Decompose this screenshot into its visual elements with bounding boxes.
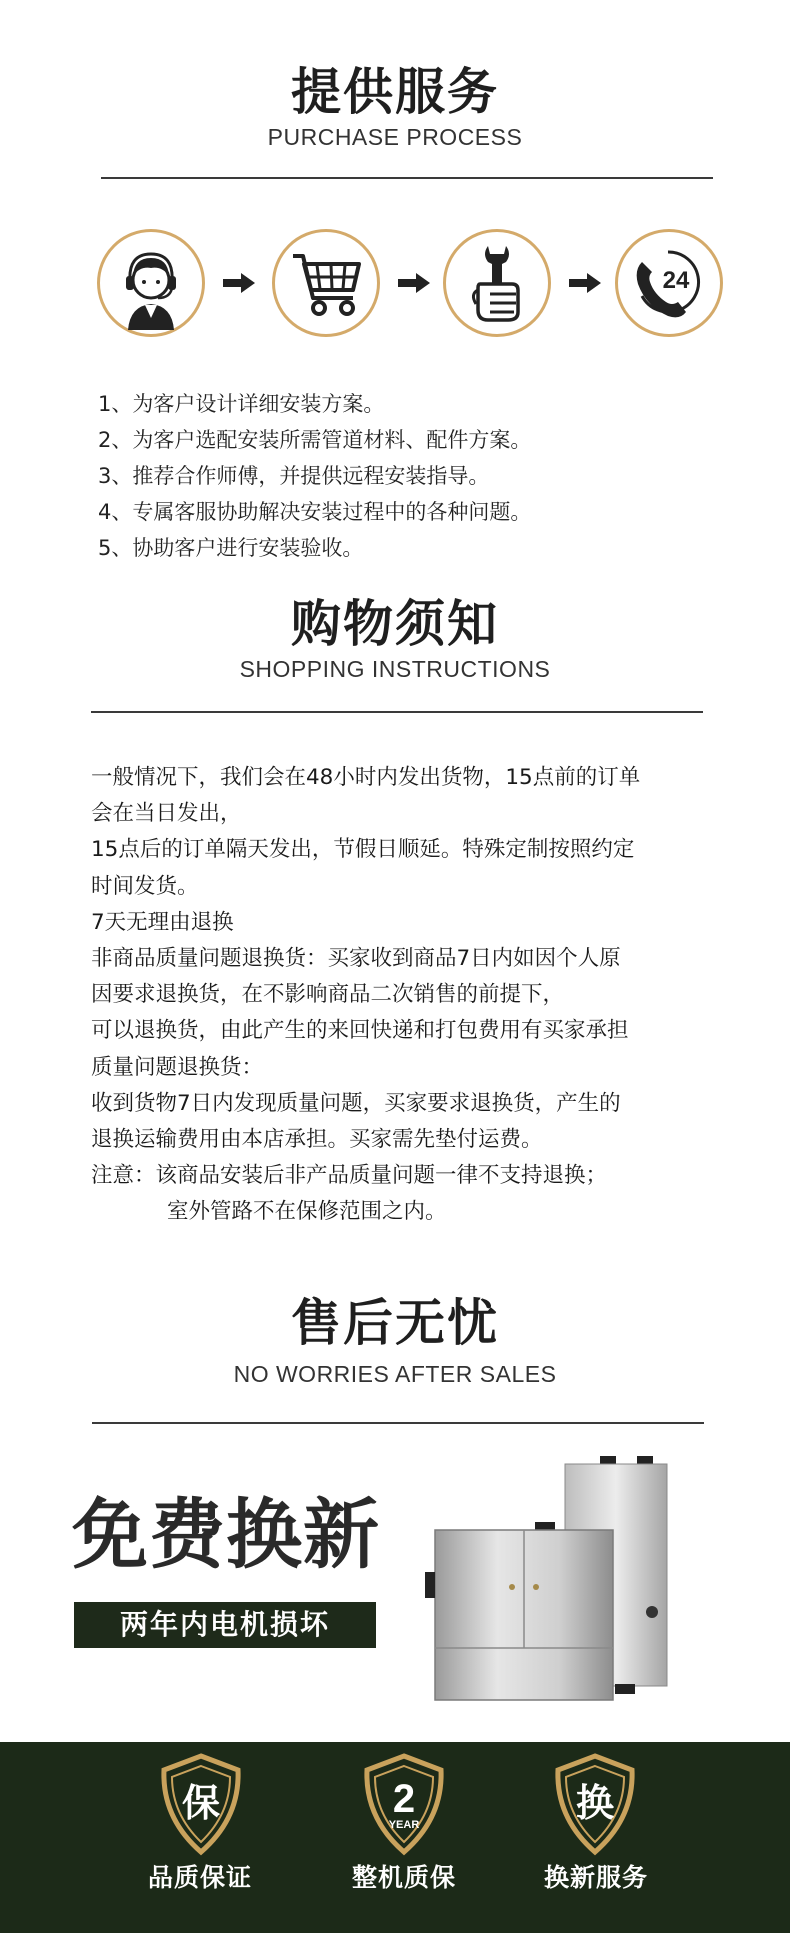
notice-line: 收到货物7日内发现质量问题，买家要求退换货，产生的 bbox=[91, 1090, 621, 1116]
badge-glyph: 保 bbox=[181, 1781, 221, 1825]
shopping-header bbox=[0, 594, 790, 684]
shopping-divider bbox=[91, 711, 703, 713]
notice-line: 注意：该商品安装后非产品质量问题一律不支持退换； bbox=[91, 1163, 608, 1189]
badge-label-quality: 品质保证 bbox=[147, 1863, 252, 1892]
notice-line: 会在当日发出， bbox=[91, 801, 242, 827]
list-item: 3、推荐合作师傅，并提供远程安装指导。 bbox=[98, 464, 490, 488]
service-header bbox=[0, 62, 790, 152]
badge-glyph: 换 bbox=[575, 1781, 615, 1825]
shopping-title: 购物须知 bbox=[291, 595, 499, 653]
badge-glyph: 2 bbox=[392, 1777, 416, 1821]
notice-line: 15点后的订单隔天发出，节假日顺延。特殊定制按照约定 bbox=[91, 837, 635, 863]
notice-line: 7天无理由退换 bbox=[91, 909, 234, 935]
aftersales-divider bbox=[92, 1422, 704, 1424]
aftersales-title: 售后无忧 bbox=[291, 1294, 499, 1352]
service-list bbox=[98, 386, 531, 566]
list-item: 1、为客户设计详细安装方案。 bbox=[98, 392, 385, 416]
list-item: 2、为客户选配安装所需管道材料、配件方案。 bbox=[98, 428, 532, 452]
shopping-subtitle: SHOPPING INSTRUCTIONS bbox=[239, 656, 551, 682]
shopping-notice bbox=[91, 760, 640, 1231]
exchange-shield-icon bbox=[552, 1752, 638, 1856]
phone-24h-icon bbox=[615, 229, 723, 337]
badge-label-exchange: 换新服务 bbox=[543, 1863, 648, 1892]
notice-line: 非商品质量问题退换货：买家收到商品7日内如因个人原 bbox=[91, 946, 621, 972]
aftersales-header bbox=[0, 1293, 790, 1389]
slogan-heading: 免费换新 bbox=[72, 1490, 380, 1579]
list-item: 5、协助客户进行安装验收。 bbox=[98, 536, 364, 560]
notice-line: 时间发货。 bbox=[91, 873, 199, 899]
service-divider bbox=[101, 177, 713, 179]
badge-label-warranty: 整机质保 bbox=[351, 1863, 456, 1892]
service-subtitle: PURCHASE PROCESS bbox=[267, 124, 523, 150]
notice-line: 因要求退换货，在不影响商品二次销售的前提下， bbox=[91, 982, 565, 1008]
arrow-right-icon bbox=[567, 271, 603, 295]
quality-shield-icon bbox=[158, 1752, 244, 1856]
svg-text:24: 24 bbox=[662, 267, 690, 294]
arrow-right-icon bbox=[221, 271, 257, 295]
list-item: 4、专属客服协助解决安装过程中的各种问题。 bbox=[98, 500, 532, 524]
aftersales-subtitle: NO WORRIES AFTER SALES bbox=[233, 1361, 557, 1387]
product-image bbox=[425, 1452, 675, 1704]
notice-line: 退换运输费用由本店承担。买家需先垫付运费。 bbox=[91, 1127, 543, 1153]
shopping-cart-icon bbox=[272, 229, 380, 337]
notice-line: 一般情况下，我们会在48小时内发出货物，15点前的订单 bbox=[91, 765, 641, 790]
service-title: 提供服务 bbox=[291, 63, 499, 121]
arrow-right-icon bbox=[396, 271, 432, 295]
notice-line: 可以退换货，由此产生的来回快递和打包费用有买家承担 bbox=[91, 1018, 629, 1044]
warranty-shield-icon bbox=[361, 1752, 447, 1856]
slogan-subheading: 两年内电机损坏 bbox=[74, 1602, 376, 1648]
customer-service-icon bbox=[97, 229, 205, 337]
notice-line: 室外管路不在保修范围之内。 bbox=[167, 1199, 447, 1225]
notice-line: 质量问题退换货： bbox=[91, 1054, 264, 1080]
badge-glyph-small: YEAR bbox=[388, 1819, 420, 1831]
wrench-hand-icon bbox=[443, 229, 551, 337]
